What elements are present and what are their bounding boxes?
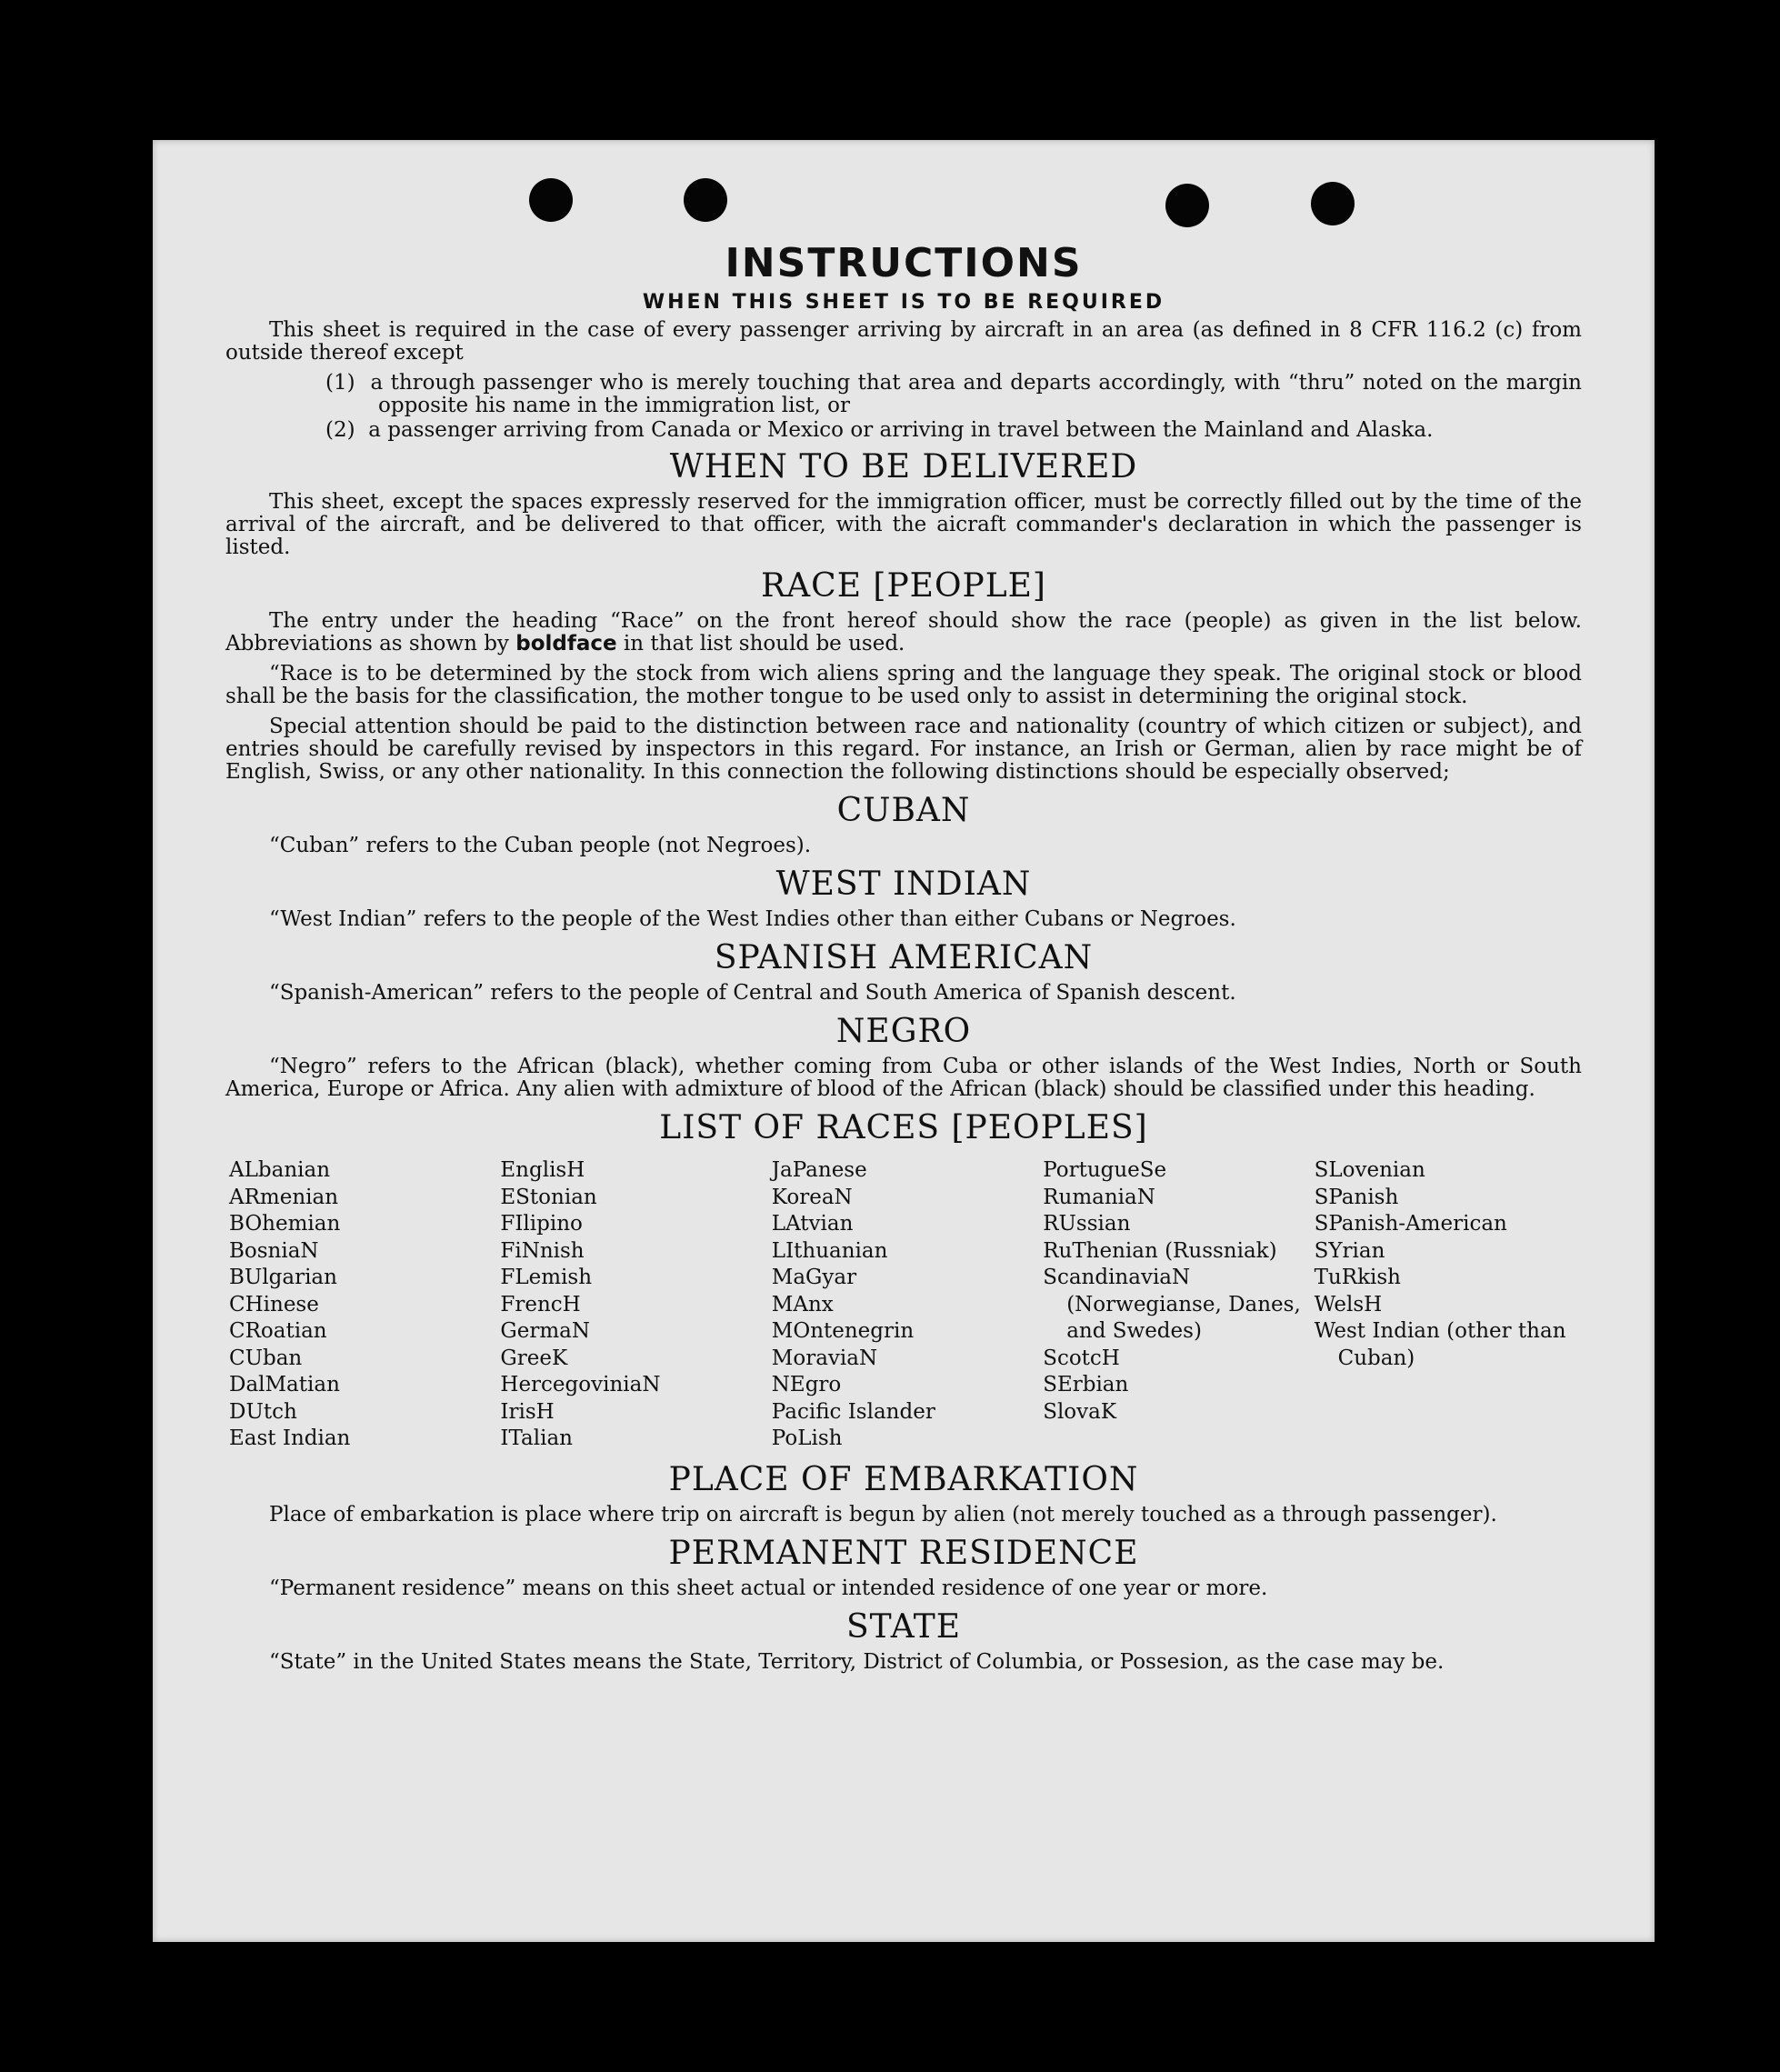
residence-paragraph: “Permanent residence” means on this sheet actual or intended residence of one year or more. xyxy=(269,1576,1268,1600)
race-entry: LIthuanian xyxy=(771,1238,888,1263)
race-entry: Pacific Islander xyxy=(771,1399,935,1424)
race-entry: HercegoviniaN xyxy=(500,1373,661,1396)
race-text: The entry under the heading “Race” on the front hereof should show the race (people) as given in the list below. Abbreviations as shown by xyxy=(225,609,1582,656)
race-entry: FIlipino xyxy=(500,1212,583,1236)
punch-hole xyxy=(529,178,573,222)
section-heading-spanish-american: SPANISH AMERICAN xyxy=(714,939,1094,976)
race-entry: BUlgarian xyxy=(229,1266,337,1289)
race-entry: TuRkish xyxy=(1314,1266,1401,1289)
race-entry: BOhemian xyxy=(229,1212,341,1236)
races-column xyxy=(1039,1157,1310,1453)
race-entry: KoreaN xyxy=(771,1185,853,1209)
race-entry: CRoatian xyxy=(229,1319,327,1343)
race-entry: EStonian xyxy=(500,1185,597,1209)
race-entry: ARmenian xyxy=(229,1185,339,1209)
delivered-paragraph: This sheet, except the spaces expressly reserved for the immigration officer, must be correctly filled out by the time of the arrival of the aircraft, and be delivered to that officer, with the aicraft commander's declaration in which the passenger is listed. xyxy=(225,490,1582,559)
race-entry: IrisH xyxy=(500,1399,555,1424)
exception-item xyxy=(325,372,1582,417)
races-column xyxy=(225,1157,496,1453)
race-entry: NEgro xyxy=(771,1373,842,1396)
race-entry: SErbian xyxy=(1043,1373,1129,1396)
race-entry: RUssian xyxy=(1043,1212,1131,1236)
section-heading-state: STATE xyxy=(845,1607,962,1646)
section-heading-delivered: WHEN TO BE DELIVERED xyxy=(669,448,1138,485)
race-entry: SYrian xyxy=(1314,1238,1385,1263)
race-entry: MoraviaN xyxy=(771,1346,878,1370)
races-column xyxy=(496,1157,767,1453)
section-heading-west-indian: WEST INDIAN xyxy=(775,866,1032,903)
section-heading-race: RACE [PEOPLE] xyxy=(761,567,1046,605)
section-heading-embarkation: PLACE OF EMBARKATION xyxy=(668,1460,1139,1498)
race-entry: ScandinaviaN (Norwegianse, Danes, and Swedes) xyxy=(1043,1266,1301,1343)
race-entry: GermaN xyxy=(500,1319,591,1343)
race-entry: MAnx xyxy=(771,1292,834,1316)
race-entry: EnglisH xyxy=(500,1158,585,1182)
race-paragraph-1 xyxy=(225,610,1582,656)
punch-hole xyxy=(684,178,727,222)
race-entry: ScotcH xyxy=(1043,1346,1120,1370)
section-heading-cuban: CUBAN xyxy=(836,792,971,829)
race-paragraph-3: Special attention should be paid to the distinction between race and nationality (country of which citizen or subject), and entries should be carefully revised by inspectors in this regard. For instance, an Irish or German, alien by race might be of English, Swiss, or any other nationality. In this connection the following distinctions should be especially observed; xyxy=(225,715,1582,784)
race-text: in that list should be used. xyxy=(616,632,905,656)
race-entry: West Indian (other than Cuban) xyxy=(1314,1319,1566,1370)
race-entry: SlovaK xyxy=(1043,1399,1117,1424)
race-entry: FiNnish xyxy=(500,1238,585,1263)
race-entry: WelsH xyxy=(1314,1292,1383,1316)
race-entry: MaGyar xyxy=(771,1266,857,1289)
race-paragraph-2: “Race is to be determined by the stock from wich aliens spring and the language they speak. The original stock or blood shall be the basis for the classification, the mother tongue to be used only to assist in determining the original stock. xyxy=(225,662,1582,708)
races-column xyxy=(1311,1157,1582,1453)
race-entry: PoLish xyxy=(771,1426,843,1450)
boldface-word: boldface xyxy=(515,632,617,656)
race-entry: DalMatian xyxy=(229,1373,340,1396)
exception-text: a through passenger who is merely touching that area and departs accordingly, with “thru” noted on the margin opposite his name in the immigration list, or xyxy=(370,371,1583,417)
races-column xyxy=(768,1157,1039,1453)
race-entry: LAtvian xyxy=(771,1212,854,1236)
race-entry: MOntenegrin xyxy=(771,1319,915,1343)
document-page xyxy=(153,140,1655,1942)
section-heading-negro: NEGRO xyxy=(835,1013,972,1050)
race-entry: ALbanian xyxy=(229,1158,331,1182)
state-paragraph: “State” in the United States means the State, Territory, District of Columbia, or Possesion, as the case may be. xyxy=(269,1649,1445,1674)
exception-text: a passenger arriving from Canada or Mexico or arriving in travel between the Mainland and Alaska. xyxy=(368,418,1434,442)
race-entry: BosniaN xyxy=(229,1238,319,1263)
race-entry: PortugueSe xyxy=(1043,1158,1167,1182)
races-list xyxy=(225,1157,1582,1453)
page-subtitle: WHEN THIS SHEET IS TO BE REQUIRED xyxy=(642,291,1165,314)
intro-paragraph: This sheet is required in the case of every passenger arriving by aircraft in an area (as defined in 8 CFR 116.2 (c) from outside thereof except xyxy=(225,318,1582,365)
race-entry: ITalian xyxy=(500,1426,573,1450)
race-entry: SLovenian xyxy=(1314,1158,1425,1182)
section-heading-residence: PERMANENT RESIDENCE xyxy=(668,1534,1139,1572)
instructions-content xyxy=(225,240,1582,1681)
page-title: INSTRUCTIONS xyxy=(725,240,1083,286)
race-entry: East Indian xyxy=(229,1426,351,1450)
race-entry: RuThenian (Russniak) xyxy=(1043,1238,1277,1263)
cuban-paragraph: “Cuban” refers to the Cuban people (not Negroes). xyxy=(269,834,812,857)
exception-number: (1) xyxy=(325,371,355,395)
exception-item xyxy=(325,419,1582,442)
embarkation-paragraph: Place of embarkation is place where trip on aircraft is begun by alien (not merely touched as a through passenger). xyxy=(269,1502,1497,1526)
race-entry: RumaniaN xyxy=(1043,1185,1155,1209)
punch-hole xyxy=(1165,184,1209,227)
race-entry: DUtch xyxy=(229,1399,297,1424)
negro-paragraph: “Negro” refers to the African (black), whether coming from Cuba or other islands of the West Indies, North or South America, Europe or Africa. Any alien with admixture of blood of the African (black) should be classified under this heading. xyxy=(225,1055,1582,1101)
west-indian-paragraph: “West Indian” refers to the people of the West Indies other than either Cubans or Negroes. xyxy=(269,907,1236,931)
race-entry: SPanish-American xyxy=(1314,1212,1507,1236)
race-entry: SPanish xyxy=(1314,1185,1399,1209)
race-entry: CUban xyxy=(229,1346,303,1370)
race-entry: FLemish xyxy=(500,1266,593,1289)
spanish-american-paragraph: “Spanish-American” refers to the people of Central and South America of Spanish descent. xyxy=(269,981,1236,1005)
race-entry: CHinese xyxy=(229,1292,319,1316)
race-entry: GreeK xyxy=(500,1346,568,1370)
race-entry: JaPanese xyxy=(771,1158,867,1182)
punch-hole xyxy=(1311,182,1355,225)
exception-number: (2) xyxy=(325,418,355,442)
section-heading-races-list: LIST OF RACES [PEOPLES] xyxy=(659,1109,1148,1146)
race-entry: FrencH xyxy=(500,1292,581,1316)
